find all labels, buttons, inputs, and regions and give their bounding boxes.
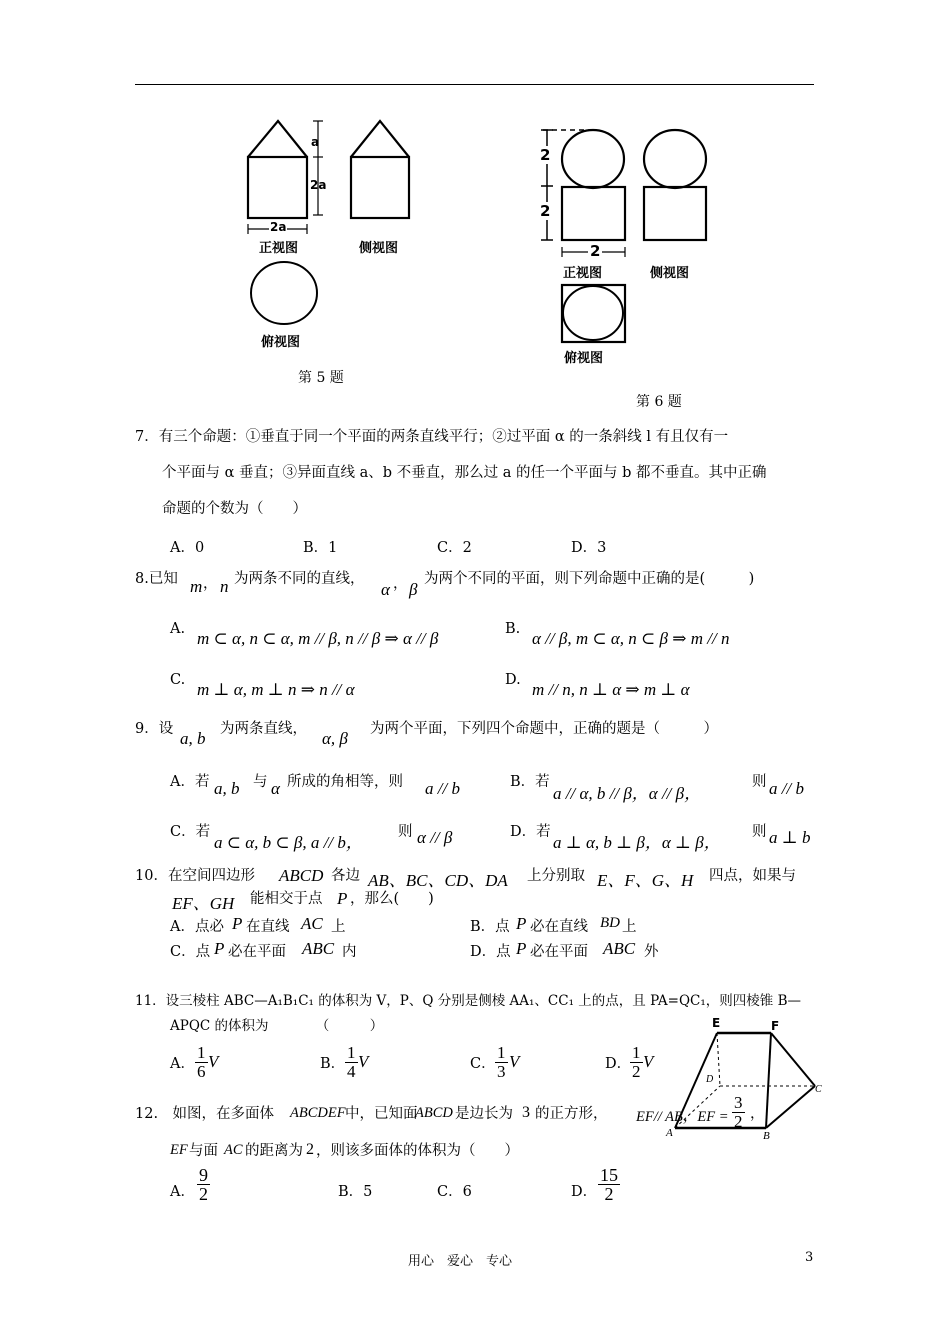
q10-option-c-3: 内: [342, 944, 357, 960]
q10-edges: AB、BC、CD、DA: [368, 871, 508, 890]
q12-ef-numerator: 3: [734, 1093, 743, 1112]
q9-ab: a, b: [180, 729, 206, 748]
q10-part-4: 四点，如果与: [709, 868, 796, 884]
q10-option-a-2: 在直线: [246, 919, 290, 935]
q8-m: m: [190, 577, 203, 596]
page-number: 3: [805, 1250, 814, 1265]
q10-option-d-abc: ABC: [603, 939, 636, 958]
q10-part-6: ，那么( ): [350, 891, 434, 907]
q6-caption: 第 6 题: [636, 394, 682, 410]
q11-option-b-numerator: 1: [347, 1043, 356, 1062]
q10-option-d-1: D．点: [470, 944, 511, 960]
q5-caption: 第 5 题: [298, 370, 344, 386]
q8-option-b-label: B.: [505, 621, 521, 637]
q5-dim-2a-vertical: 2a: [310, 178, 327, 192]
q11-option-a-label: A．: [170, 1056, 195, 1072]
q10-option-c-abc: ABC: [302, 939, 335, 958]
q12-figure-label-e: E: [712, 1016, 721, 1030]
q7-option-a: A．0: [170, 540, 205, 556]
q9-option-b-result: a // b: [769, 779, 804, 798]
q10-option-a-3: 上: [331, 919, 346, 935]
q11-option-b-label: B．: [320, 1056, 346, 1072]
q9-option-c-condition: a ⊂ α, b ⊂ β, a // b，: [214, 833, 363, 852]
q10-part-5: 能相交于点: [250, 891, 323, 907]
q8-n: n: [220, 577, 229, 596]
q5-dim-2a-horizontal: 2a: [270, 220, 287, 234]
q8-option-a-label: A.: [170, 621, 186, 637]
q9-option-c-prefix: C．若: [170, 824, 211, 840]
q10-abcd: ABCD: [279, 866, 324, 885]
q12-ef-denominator: 2: [734, 1112, 743, 1131]
q10-part-3: 上分别取: [527, 868, 585, 884]
q6-dim-width: 2: [590, 242, 601, 260]
q11-option-c-v: V: [509, 1052, 520, 1071]
q11-option-d-denominator: 2: [632, 1062, 641, 1081]
q9-alpha-beta: α, β: [322, 729, 348, 748]
q9-option-a-text: 所成的角相等，则: [287, 774, 403, 790]
q5-dim-a: a: [311, 135, 320, 149]
q10-option-a-p: P: [232, 914, 243, 933]
q7-option-c: C．2: [437, 540, 472, 556]
q7-line-1: 7．有三个命题：①垂直于同一个平面的两条直线平行；②过平面 α 的一条斜线 l 有且仅有一: [135, 429, 729, 445]
q12-figure-label-d: D: [706, 1074, 714, 1085]
q10-option-b-3: 上: [622, 919, 637, 935]
q11-option-d-numerator: 1: [632, 1043, 641, 1062]
q12-option-d-numerator: 15: [600, 1165, 618, 1185]
q12-line-2-distance: 2: [306, 1141, 314, 1158]
q12-part-3: 是边长为: [455, 1106, 513, 1122]
q8-prefix: 8.已知: [135, 571, 178, 587]
q12-part-1: 12. 如图，在多面体: [135, 1106, 275, 1122]
q9-option-b-condition: a // α, b // β，α // β，: [553, 784, 702, 803]
q9-option-b-then: 则: [752, 774, 767, 790]
q9-option-d-prefix: D．若: [510, 824, 551, 840]
q11-option-c-numerator: 1: [497, 1043, 506, 1062]
q12-option-c: C．6: [437, 1184, 472, 1200]
q8-option-d: m // n, n ⊥ α ⇒ m ⊥ α: [532, 680, 690, 699]
q12-option-a-numerator: 9: [199, 1165, 208, 1185]
q12-figure-label-f: F: [771, 1019, 780, 1033]
q7-option-d: D．3: [571, 540, 607, 556]
q12-line-2-c: ，则该多面体的体积为（ ）: [316, 1143, 519, 1159]
q10-ef-gh: EF、GH: [172, 894, 235, 913]
q10-option-a-ac: AC: [301, 914, 323, 933]
q12-line-2-ef: EF: [170, 1142, 188, 1158]
q5-top-view-label: 俯视图: [261, 335, 301, 350]
q10-option-b-1: B．点: [470, 919, 510, 935]
q8-alpha: α: [381, 580, 390, 599]
q11-option-b-v: V: [358, 1052, 369, 1071]
q6-dim-bottom: 2: [540, 202, 551, 220]
q6-side-view-label: 侧视图: [650, 266, 690, 281]
q9-option-b-prefix: B．若: [510, 774, 550, 790]
q11-option-a-numerator: 1: [197, 1043, 206, 1062]
q12-figure-label-a: A: [666, 1127, 673, 1139]
q8-option-b: α // β, m ⊂ α, n ⊂ β ⇒ m // n: [532, 629, 730, 648]
q10-option-a-1: A．点必: [170, 919, 224, 935]
q12-side-length: 3: [522, 1104, 530, 1121]
q11-line-2: APQC 的体积为 （ ）: [170, 1018, 384, 1034]
q10-part-2: 各边: [331, 868, 360, 884]
q8-mid: 为两条不同的直线，: [234, 571, 365, 587]
q12-line-2-a: 与面: [189, 1143, 218, 1159]
q11-option-c-denominator: 3: [497, 1062, 506, 1081]
q9-option-c-then: 则: [398, 824, 413, 840]
q8-option-d-label: D.: [505, 672, 521, 688]
q11-option-a-v: V: [208, 1052, 219, 1071]
q10-option-d-3: 外: [644, 944, 659, 960]
q8-option-a: m ⊂ α, n ⊂ α, m // β, n // β ⇒ α // β: [197, 629, 439, 648]
q5-side-view-label: 侧视图: [359, 241, 399, 256]
q10-part-1: 10．在空间四边形: [135, 868, 255, 884]
q8-beta: β: [409, 580, 418, 599]
q12-tail: ，: [750, 1106, 765, 1122]
q8-comma-2: ，: [393, 576, 408, 592]
q6-top-view-label: 俯视图: [564, 351, 604, 366]
q10-option-b-2: 必在直线: [530, 919, 588, 935]
q12-face: ABCD: [415, 1105, 453, 1121]
q12-option-d-denominator: 2: [604, 1184, 614, 1204]
q9-option-a-ab: a, b: [214, 779, 240, 798]
q12-name: ABCDEF: [290, 1105, 346, 1121]
q5-front-view-label: 正视图: [259, 241, 299, 256]
q11-option-a-denominator: 6: [197, 1062, 206, 1081]
q12-line-2-b: 的距离为: [245, 1143, 303, 1159]
q9-option-c-result: α // β: [417, 828, 453, 847]
q11-option-d-v: V: [643, 1052, 654, 1071]
q9-option-a-alpha: α: [271, 779, 280, 798]
q9-mid: 为两条直线，: [220, 721, 307, 737]
q9-option-a-prefix: A．若: [170, 774, 210, 790]
q11-option-c-label: C．: [470, 1056, 496, 1072]
q9-suffix: 为两个平面，下列四个命题中，正确的题是（ ）: [370, 721, 718, 737]
q6-dim-top: 2: [540, 146, 551, 164]
q10-option-d-p: P: [516, 939, 527, 958]
q12-option-a-label: A．: [170, 1184, 195, 1200]
q12-figure-label-b: B: [763, 1130, 770, 1142]
q11-option-b-denominator: 4: [347, 1062, 356, 1081]
q12-part-2: 中，已知面: [345, 1106, 418, 1122]
q9-option-d-condition: a ⊥ α, b ⊥ β，α ⊥ β，: [553, 833, 721, 852]
q12-option-a-fraction: [197, 1166, 210, 1203]
q11-option-d-label: D．: [605, 1056, 632, 1072]
q9-option-a-result: a // b: [425, 779, 460, 798]
q7-option-b: B．1: [303, 540, 338, 556]
q8-option-c-label: C.: [170, 672, 186, 688]
q12-option-b: B．5: [338, 1184, 373, 1200]
q12-option-d-fraction: [598, 1166, 620, 1203]
q12-option-d-label: D．: [571, 1184, 598, 1200]
q7-line-2: 个平面与 α 垂直；③异面直线 a、b 不垂直，那么过 a 的任一个平面与 b 都不垂直。其中正确: [162, 465, 767, 481]
q9-option-a-with: 与: [253, 774, 268, 790]
q6-front-view-label: 正视图: [563, 266, 603, 281]
q12-ef-ab: EF// AB，EF =: [636, 1109, 729, 1125]
footer-slogan: 用心 爱心 专心: [408, 1254, 513, 1269]
q10-p: P: [337, 889, 348, 908]
q9-option-d-then: 则: [752, 824, 767, 840]
q10-option-c-2: 必在平面: [228, 944, 286, 960]
q10-option-b-bd: BD: [600, 915, 620, 931]
q12-figure-label-c: C: [815, 1084, 822, 1095]
q9-option-d-result: a ⊥ b: [769, 828, 811, 847]
q8-option-c: m ⊥ α, m ⊥ n ⇒ n // α: [197, 680, 355, 699]
q9-prefix: 9．设: [135, 721, 174, 737]
q7-line-3: 命题的个数为（ ）: [162, 501, 307, 517]
q10-option-b-p: P: [516, 914, 527, 933]
q10-option-c-p: P: [214, 939, 225, 958]
q8-comma-1: ，: [203, 576, 218, 592]
q10-option-c-1: C．点: [170, 944, 211, 960]
q10-option-d-2: 必在平面: [530, 944, 588, 960]
q8-suffix: 为两个不同的平面，则下列命题中正确的是( ): [424, 571, 755, 587]
q10-efgh: E、F、G、H: [597, 871, 694, 890]
q11-line-1: 11．设三棱柱 ABC—A₁B₁C₁ 的体积为 V，P、Q 分别是侧棱 AA₁、CC₁ 上的点，且 PA=QC₁，则四棱锥 B—: [135, 993, 802, 1009]
q12-ef-fraction: [732, 1094, 745, 1131]
q12-option-a-denominator: 2: [199, 1184, 208, 1204]
q12-part-4: 的正方形，: [535, 1106, 608, 1122]
q12-line-2-ac: AC: [224, 1142, 243, 1158]
